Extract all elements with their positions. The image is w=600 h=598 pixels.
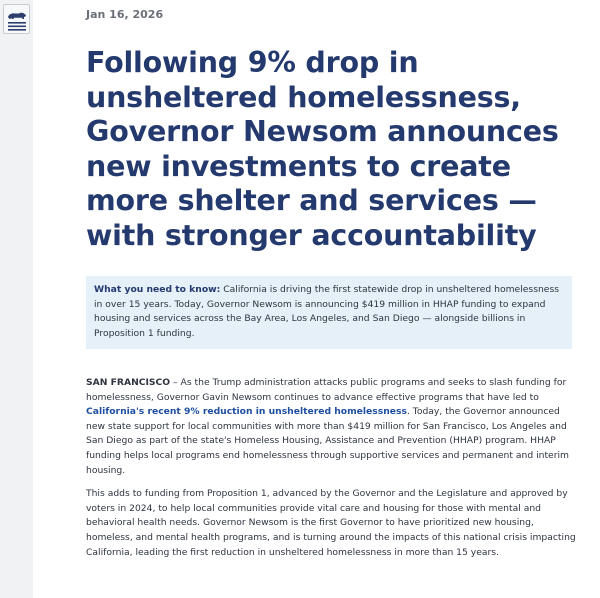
paragraph-1-text-a: – As the Trump administration attacks public programs and seeks to slash funding for homelessness, Governor Gavin Newsom continues to advance effective programs that have led to xyxy=(86,377,567,403)
homelessness-reduction-link[interactable]: California's recent 9% reduction in unsheltered homelessness xyxy=(86,406,407,418)
article-body xyxy=(86,376,576,569)
paragraph-1 xyxy=(86,376,576,478)
callout-text: California is driving the first statewide drop in unsheltered homelessness in over 15 years. Today, Governor Newsom is announcing $419 million in HHAP funding to expand housing and services across the Bay Area, Los Angeles, and San Diego — alongside billions in Proposition 1 funding. xyxy=(94,284,560,339)
sidebar xyxy=(0,0,33,598)
california-bear-icon xyxy=(6,7,28,31)
paragraph-1-text-b: . Today, the Governor announced new state support for local communities with more than $419 million for San Francisco, Los Angeles and San Diego as part of the state's Homeless Housing, Assistance and Prevention (HHAP) program. HHAP funding helps local programs end homelessness through supportive services and permanent and interim housing. xyxy=(86,406,569,476)
home-logo-button[interactable] xyxy=(3,4,30,34)
page-title: Following 9% drop in unsheltered homelessness, Governor Newsom announces new investments to create more shelter and services — with stronger accountability xyxy=(86,46,559,252)
publish-date: Jan 16, 2026 xyxy=(86,8,164,21)
callout-lead: What you need to know: xyxy=(94,284,221,295)
paragraph-2: This adds to funding from Proposition 1, advanced by the Governor and the Legislature and approved by voters in 2024, to help local communities provide vital care and housing for those with mental and behavioral health needs. Governor Newsom is the first Governor to have prioritized new housing, homeless, and mental health programs, and is turning around the impacts of this national crisis impacting California, leading the first reduction in unsheltered homelessness in more than 15 years. xyxy=(86,488,576,558)
key-takeaway-callout xyxy=(86,276,572,349)
dateline: SAN FRANCISCO xyxy=(86,377,171,388)
